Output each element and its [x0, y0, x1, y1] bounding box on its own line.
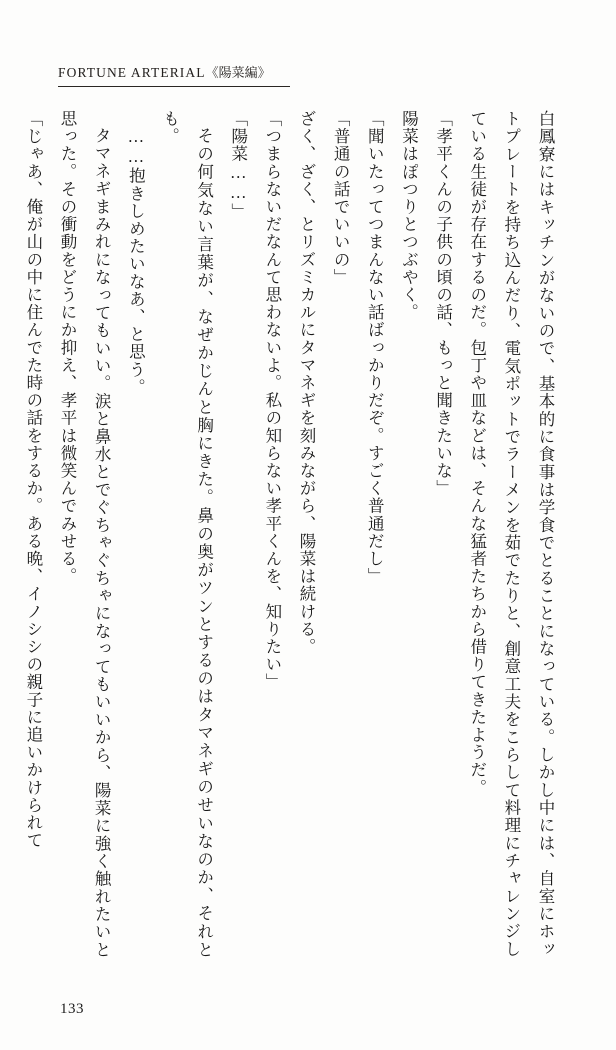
- paragraph: 「普通の話でいいの」: [331, 110, 351, 286]
- running-header-series-title: FORTUNE ARTERIAL: [58, 65, 206, 80]
- paragraph: 「陽菜……」: [228, 110, 248, 221]
- paragraph: その何気ない言葉が、なぜかじんと胸にきた。鼻の奥がツンとするのはタマネギのせいなのか、それとも。: [160, 110, 214, 958]
- paragraph: 「じゃあ、俺が山の中に住んでた時の話をするか。ある晩、イノシシの親子に追いかけられて: [23, 110, 43, 850]
- paragraph: 陽菜はぽつりとつぶやく。: [399, 110, 419, 322]
- paragraph: 「つまらないだなんて思わないよ。私の知らない孝平くんを、知りたい」: [262, 110, 282, 691]
- page-number: 133: [60, 1001, 84, 1017]
- paragraph: 「孝平くんの子供の頃の話、もっと聞きたいな」: [433, 110, 453, 498]
- body-text: [23, 110, 562, 958]
- paragraph: タマネギまみれになってもいい。涙と鼻水とでぐちゃぐちゃになってもいいから、陽菜に強く触れたいと思った。その衝動をどうにか抑え、孝平は微笑んでみせる。: [58, 110, 112, 958]
- paragraph: ……抱きしめたいなあ、と思う。: [126, 126, 146, 396]
- paragraph: 白鳳寮にはキッチンがないので、基本的に食事は学食でとることになっている。しかし中には、自室にホットプレートを持ち込んだり、電気ポットでラーメンを茹でたりと、創意工夫をこらして料理にチャレンジしている生徒が存在するのだ。包丁や皿などは、そんな猛者たちから借りてきたようだ。: [467, 110, 555, 958]
- paragraph: ざく、ざく、とリズミカルにタマネギを刻みながら、陽菜は続ける。: [297, 110, 317, 656]
- paragraph: 「聞いたってつまんない話ばっかりだぞ。すごく普通だし」: [365, 110, 385, 586]
- running-header-volume-title: 《陽菜編》: [205, 65, 271, 80]
- running-header: [58, 62, 271, 81]
- header-divider: [58, 86, 290, 87]
